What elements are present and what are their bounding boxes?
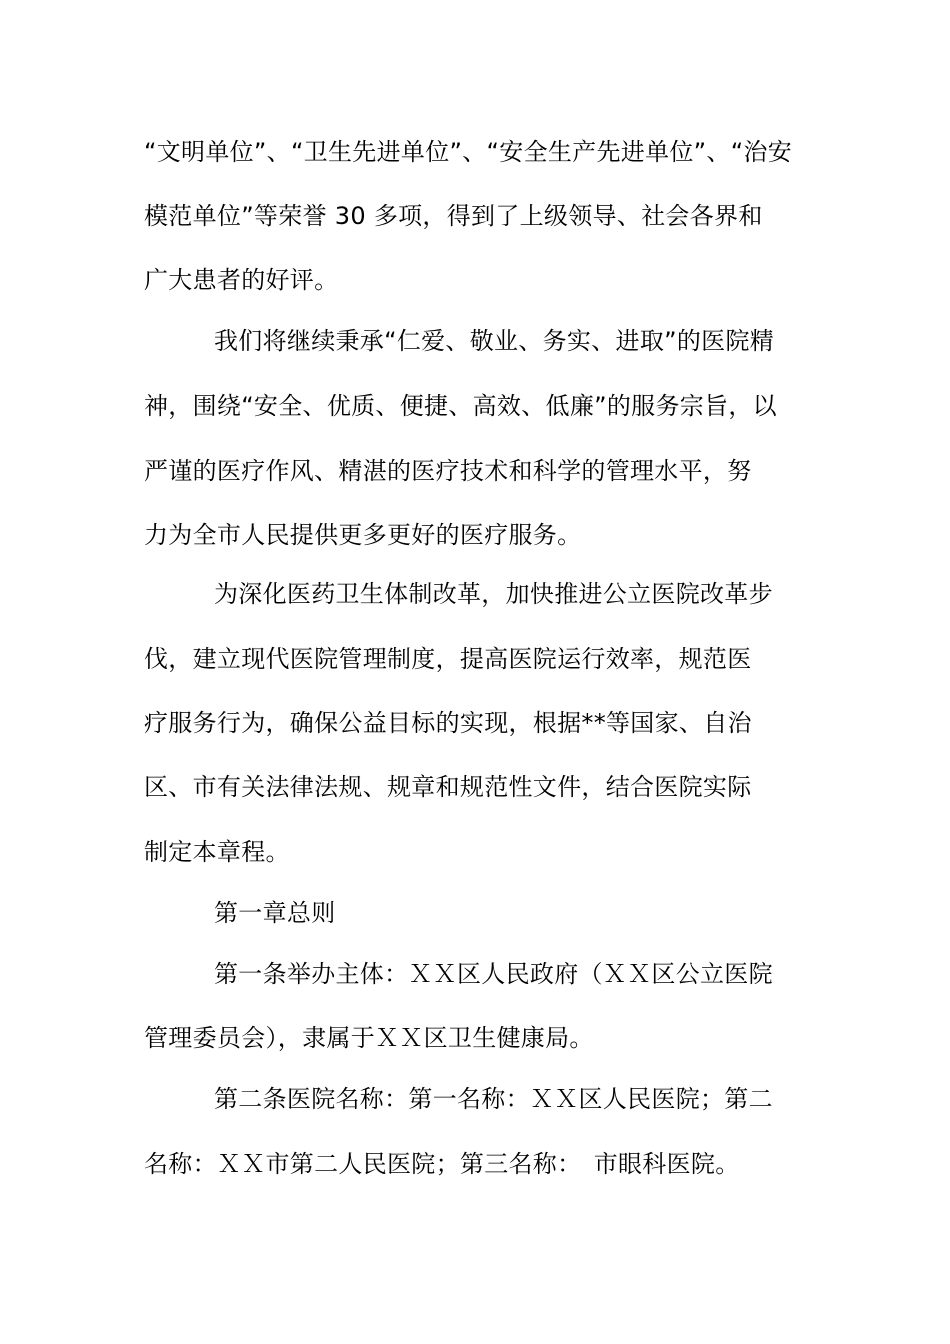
paragraph-line: 广大患者的好评。 <box>144 266 339 294</box>
chapter-heading: 第一章总则 <box>214 899 336 927</box>
paragraph-line: 制定本章程。 <box>144 838 290 866</box>
paragraph-line: 区、市有关法律法规、规章和规范性文件，结合医院实际 <box>144 773 752 801</box>
article-line: 第一条举办主体：ＸＸ区人民政府（ＸＸ区公立医院 <box>214 960 773 988</box>
paragraph-line: 神，围绕“安全、优质、便捷、高效、低廉”的服务宗旨，以 <box>144 392 777 420</box>
paragraph-line: 我们将继续秉承“仁爱、敬业、务实、进取”的医院精 <box>214 327 775 355</box>
article-line: 第二条医院名称：第一名称：ＸＸ区人民医院；第二 <box>214 1085 773 1113</box>
paragraph-line: “文明单位”、“卫生先进单位”、“安全生产先进单位”、“治安 <box>144 138 793 166</box>
paragraph-line: 伐，建立现代医院管理制度，提高医院运行效率，规范医 <box>144 645 752 673</box>
paragraph-line: 模范单位”等荣誉 30 多项，得到了上级领导、社会各界和 <box>144 202 763 230</box>
article-line: 管理委员会），隶属于ＸＸ区卫生健康局。 <box>144 1024 594 1052</box>
paragraph-line: 疗服务行为，确保公益目标的实现，根据**等国家、自治 <box>144 709 752 737</box>
paragraph-line: 为深化医药卫生体制改革，加快推进公立医院改革步 <box>214 580 773 608</box>
paragraph-line: 严谨的医疗作风、精湛的医疗技术和科学的管理水平，努 <box>144 457 752 485</box>
article-line: 名称：ＸＸ市第二人民医院；第三名称： 市眼科医院。 <box>144 1150 740 1178</box>
paragraph-line: 力为全市人民提供更多更好的医疗服务。 <box>144 521 582 549</box>
